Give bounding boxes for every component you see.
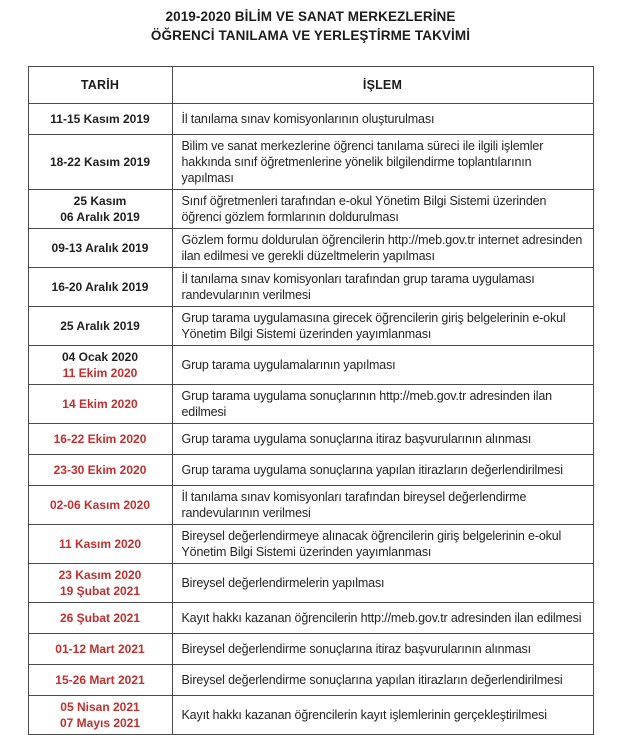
date-cell — [28, 696, 172, 735]
date-cell — [28, 634, 172, 665]
column-header-process: İŞLEM — [172, 67, 593, 104]
process-cell: Grup tarama uygulama sonuçlarına itiraz başvurularının alınması — [172, 424, 593, 455]
process-cell: Bireysel değerlendirmelerin yapılması — [172, 564, 593, 603]
process-cell: İl tanılama sınav komisyonları tarafından bireysel değerlendirme randevularının verilmesi — [172, 486, 593, 525]
column-header-date: TARİH — [28, 67, 172, 104]
process-cell: Kayıt hakkı kazanan öğrencilerin http://meb.gov.tr adresinden ilan edilmesi — [172, 603, 593, 634]
date-line: 15-26 Mart 2021 — [55, 673, 145, 687]
table-row — [28, 135, 593, 190]
process-cell: Bireysel değerlendirme sonuçlarına itiraz başvurularının alınması — [172, 634, 593, 665]
date-line: 09-13 Aralık 2019 — [51, 241, 149, 255]
table-row — [28, 385, 593, 424]
process-cell: Bireysel değerlendirmeye alınacak öğrencilerin giriş belgelerinin e-okul Yönetim Bilgi Sistemi üzerinden yayımlanması — [172, 525, 593, 564]
date-cell — [28, 665, 172, 696]
process-cell: İl tanılama sınav komisyonları tarafından grup tarama uygulaması randevularının verilmesi — [172, 268, 593, 307]
schedule-table-body — [28, 104, 593, 735]
date-line: 23-30 Ekim 2020 — [53, 463, 147, 477]
date-line: 19 Şubat 2021 — [59, 584, 141, 598]
date-line: 07 Mayıs 2021 — [59, 716, 141, 730]
date-line: 11 Kasım 2020 — [58, 537, 142, 551]
date-cell — [28, 385, 172, 424]
table-row — [28, 424, 593, 455]
table-row — [28, 229, 593, 268]
date-line: 06 Aralık 2019 — [60, 210, 140, 224]
date-line: 02-06 Kasım 2020 — [49, 498, 151, 512]
date-cell — [28, 564, 172, 603]
date-line: 01-12 Mart 2021 — [55, 642, 145, 656]
table-header-row — [28, 67, 593, 104]
date-cell — [28, 603, 172, 634]
date-line: 05 Nisan 2021 — [60, 700, 140, 714]
date-line: 23 Kasım 2020 — [58, 568, 142, 582]
date-cell — [28, 307, 172, 346]
process-cell: Grup tarama uygulama sonuçlarının http://meb.gov.tr adresinden ilan edilmesi — [172, 385, 593, 424]
process-cell: İl tanılama sınav komisyonlarının oluşturulması — [172, 104, 593, 135]
process-cell: Bireysel değerlendirme sonuçlarına yapılan itirazların değerlendirilmesi — [172, 665, 593, 696]
table-row — [28, 268, 593, 307]
date-cell — [28, 346, 172, 385]
date-cell — [28, 190, 172, 229]
table-row — [28, 564, 593, 603]
table-row — [28, 603, 593, 634]
title-line-1: 2019-2020 BİLİM VE SANAT MERKEZLERİNE — [165, 9, 456, 24]
schedule-table — [28, 66, 594, 735]
table-row — [28, 346, 593, 385]
page-title — [0, 7, 621, 45]
date-line: 04 Ocak 2020 — [61, 350, 139, 364]
process-cell: Grup tarama uygulamasına girecek öğrencilerin giriş belgelerinin e-okul Yönetim Bilgi Sistemi üzerinden yayımlanması — [172, 307, 593, 346]
process-cell: Gözlem formu doldurulan öğrencilerin http://meb.gov.tr internet adresinden ilan edilmesi ve gerekli düzeltmelerin yapılması — [172, 229, 593, 268]
date-line: 11 Ekim 2020 — [62, 366, 138, 380]
date-line: 11-15 Kasım 2019 — [50, 112, 150, 126]
table-row — [28, 525, 593, 564]
date-cell — [28, 268, 172, 307]
date-cell — [28, 455, 172, 486]
date-line: 26 Şubat 2021 — [59, 611, 141, 625]
date-cell — [28, 229, 172, 268]
table-row — [28, 634, 593, 665]
table-row — [28, 486, 593, 525]
date-line: 18-22 Kasım 2019 — [49, 155, 151, 169]
process-cell: Grup tarama uygulamalarının yapılması — [172, 346, 593, 385]
title-line-2: ÖĞRENCİ TANILAMA VE YERLEŞTİRME TAKVİMİ — [150, 28, 471, 43]
table-row — [28, 104, 593, 135]
date-line: 25 Aralık 2019 — [60, 319, 140, 333]
date-cell — [28, 104, 172, 135]
process-cell: Bilim ve sanat merkezlerine öğrenci tanılama süreci ile ilgili işlemler hakkında sınıf öğretmenlerine yönelik bilgilendirme toplantılarının yapılması — [172, 135, 593, 190]
date-cell — [28, 525, 172, 564]
date-cell — [28, 135, 172, 190]
process-cell: Kayıt hakkı kazanan öğrencilerin kayıt işlemlerinin gerçekleştirilmesi — [172, 696, 593, 735]
table-row — [28, 190, 593, 229]
date-line: 16-20 Aralık 2019 — [51, 280, 149, 294]
date-cell — [28, 486, 172, 525]
table-row — [28, 307, 593, 346]
table-row — [28, 665, 593, 696]
table-row — [28, 455, 593, 486]
date-line: 25 Kasım — [73, 194, 127, 208]
process-cell: Sınıf öğretmenleri tarafından e-okul Yönetim Bilgi Sistemi üzerinden öğrenci gözlem formlarının doldurulması — [172, 190, 593, 229]
date-line: 16-22 Ekim 2020 — [53, 432, 147, 446]
date-line: 14 Ekim 2020 — [62, 397, 138, 411]
date-cell — [28, 424, 172, 455]
process-cell: Grup tarama uygulama sonuçlarına yapılan itirazların değerlendirilmesi — [172, 455, 593, 486]
table-row — [28, 696, 593, 735]
